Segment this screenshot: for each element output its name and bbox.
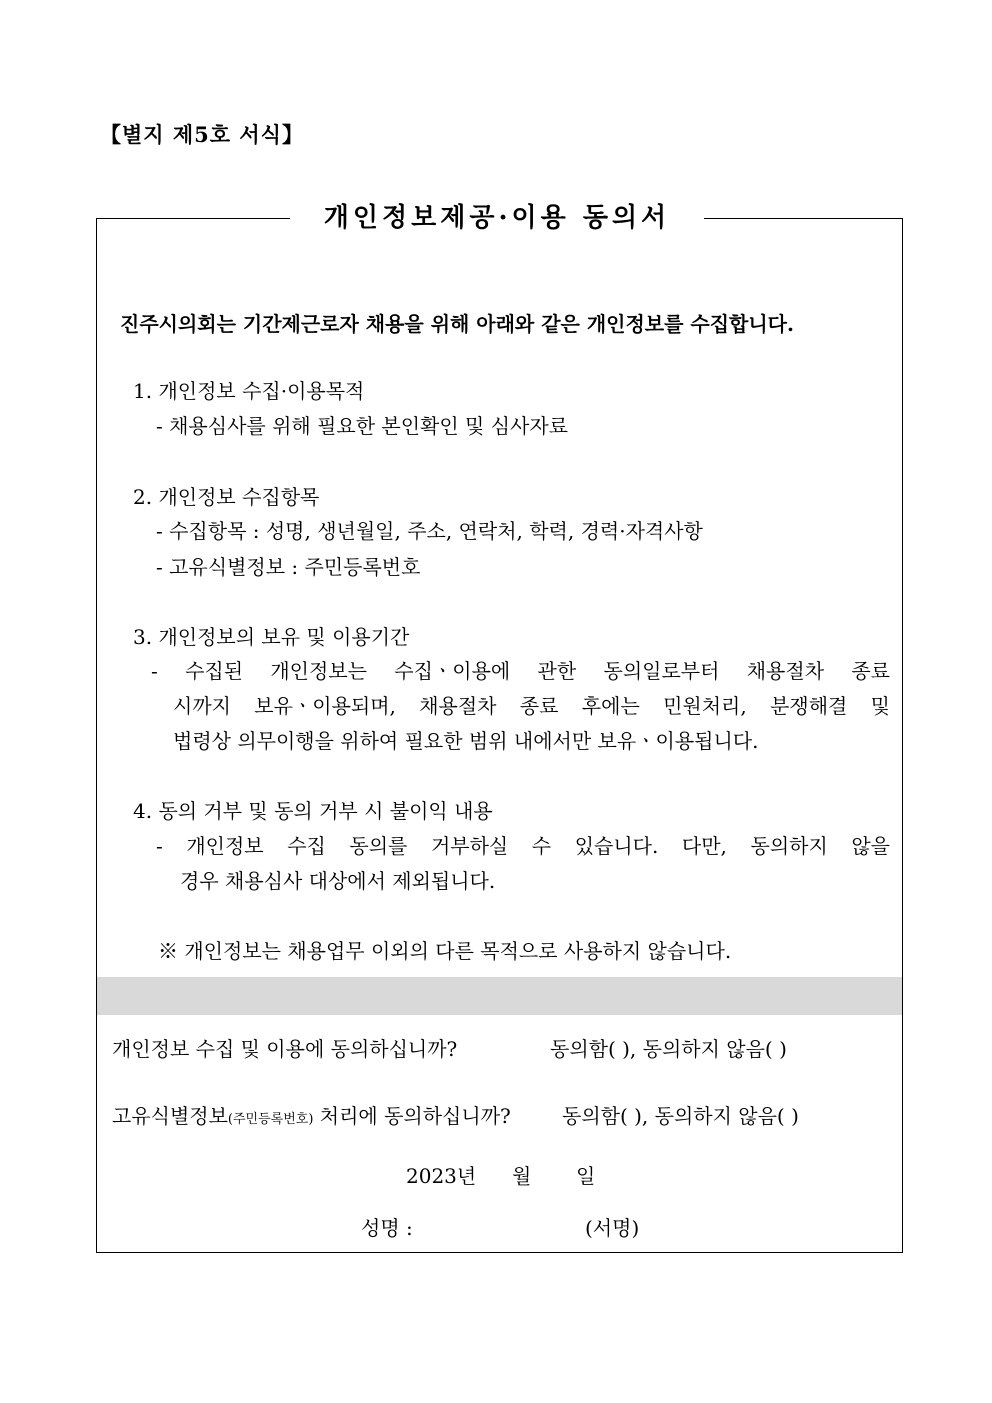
consent-options-unique-id[interactable]: 동의함( ), 동의하지 않음( ) (562, 1104, 799, 1128)
divider-band (97, 977, 902, 1015)
section-4-line-2: 경우 채용심사 대상에서 제외됩니다. (180, 869, 496, 893)
section-3-line-2: 시까지 보유ㆍ이용되며, 채용절차 종료 후에는 민원처리, 분쟁해결 및 (173, 694, 890, 718)
section-3-line-1: - 수집된 개인정보는 수집ㆍ이용에 관한 동의일로부터 채용절차 종료 (151, 659, 890, 683)
consent-options-personal-info[interactable]: 동의함( ), 동의하지 않음( ) (550, 1037, 787, 1061)
consent-question-unique-id-note: (주민등록번호) (227, 1112, 314, 1127)
consent-question-personal-info: 개인정보 수집 및 이용에 동의하십니까? (112, 1037, 458, 1061)
section-2-heading: 2. 개인정보 수집항목 (133, 485, 320, 509)
section-3-heading: 3. 개인정보의 보유 및 이용기간 (133, 625, 410, 649)
section-4-line-1: - 개인정보 수집 동의를 거부하실 수 있습니다. 다만, 동의하지 않을 (156, 834, 890, 858)
date-day[interactable]: 일 (576, 1164, 596, 1188)
document-title: 개인정보제공·이용 동의서 (290, 200, 704, 236)
form-number-label: 【별지 제5호 서식】 (100, 122, 304, 147)
date-month[interactable]: 월 (512, 1164, 532, 1188)
intro-statement: 진주시의회는 기간제근로자 채용을 위해 아래와 같은 개인정보를 수집합니다. (120, 312, 794, 336)
consent-question-unique-id-prefix: 고유식별정보 (112, 1104, 228, 1128)
consent-question-unique-id (112, 1103, 511, 1133)
section-1-item-1: - 채용심사를 위해 필요한 본인확인 및 심사자료 (156, 414, 568, 438)
usage-note: ※ 개인정보는 채용업무 이외의 다른 목적으로 사용하지 않습니다. (158, 939, 732, 963)
signature-mark[interactable]: (서명) (585, 1216, 640, 1240)
consent-question-unique-id-suffix: 처리에 동의하십니까? (313, 1104, 511, 1128)
section-2-item-1: - 수집항목 : 성명, 생년월일, 주소, 연락처, 학력, 경력·자격사항 (156, 519, 703, 543)
signature-name-label: 성명 : (361, 1216, 413, 1240)
section-3-line-3: 법령상 의무이행을 위하여 필요한 범위 내에서만 보유ㆍ이용됩니다. (173, 729, 759, 753)
section-2-item-2: - 고유식별정보 : 주민등록번호 (156, 555, 421, 579)
section-4-heading: 4. 동의 거부 및 동의 거부 시 불이익 내용 (133, 799, 493, 823)
date-year: 2023년 (406, 1164, 477, 1188)
section-1-heading: 1. 개인정보 수집·이용목적 (133, 379, 365, 403)
